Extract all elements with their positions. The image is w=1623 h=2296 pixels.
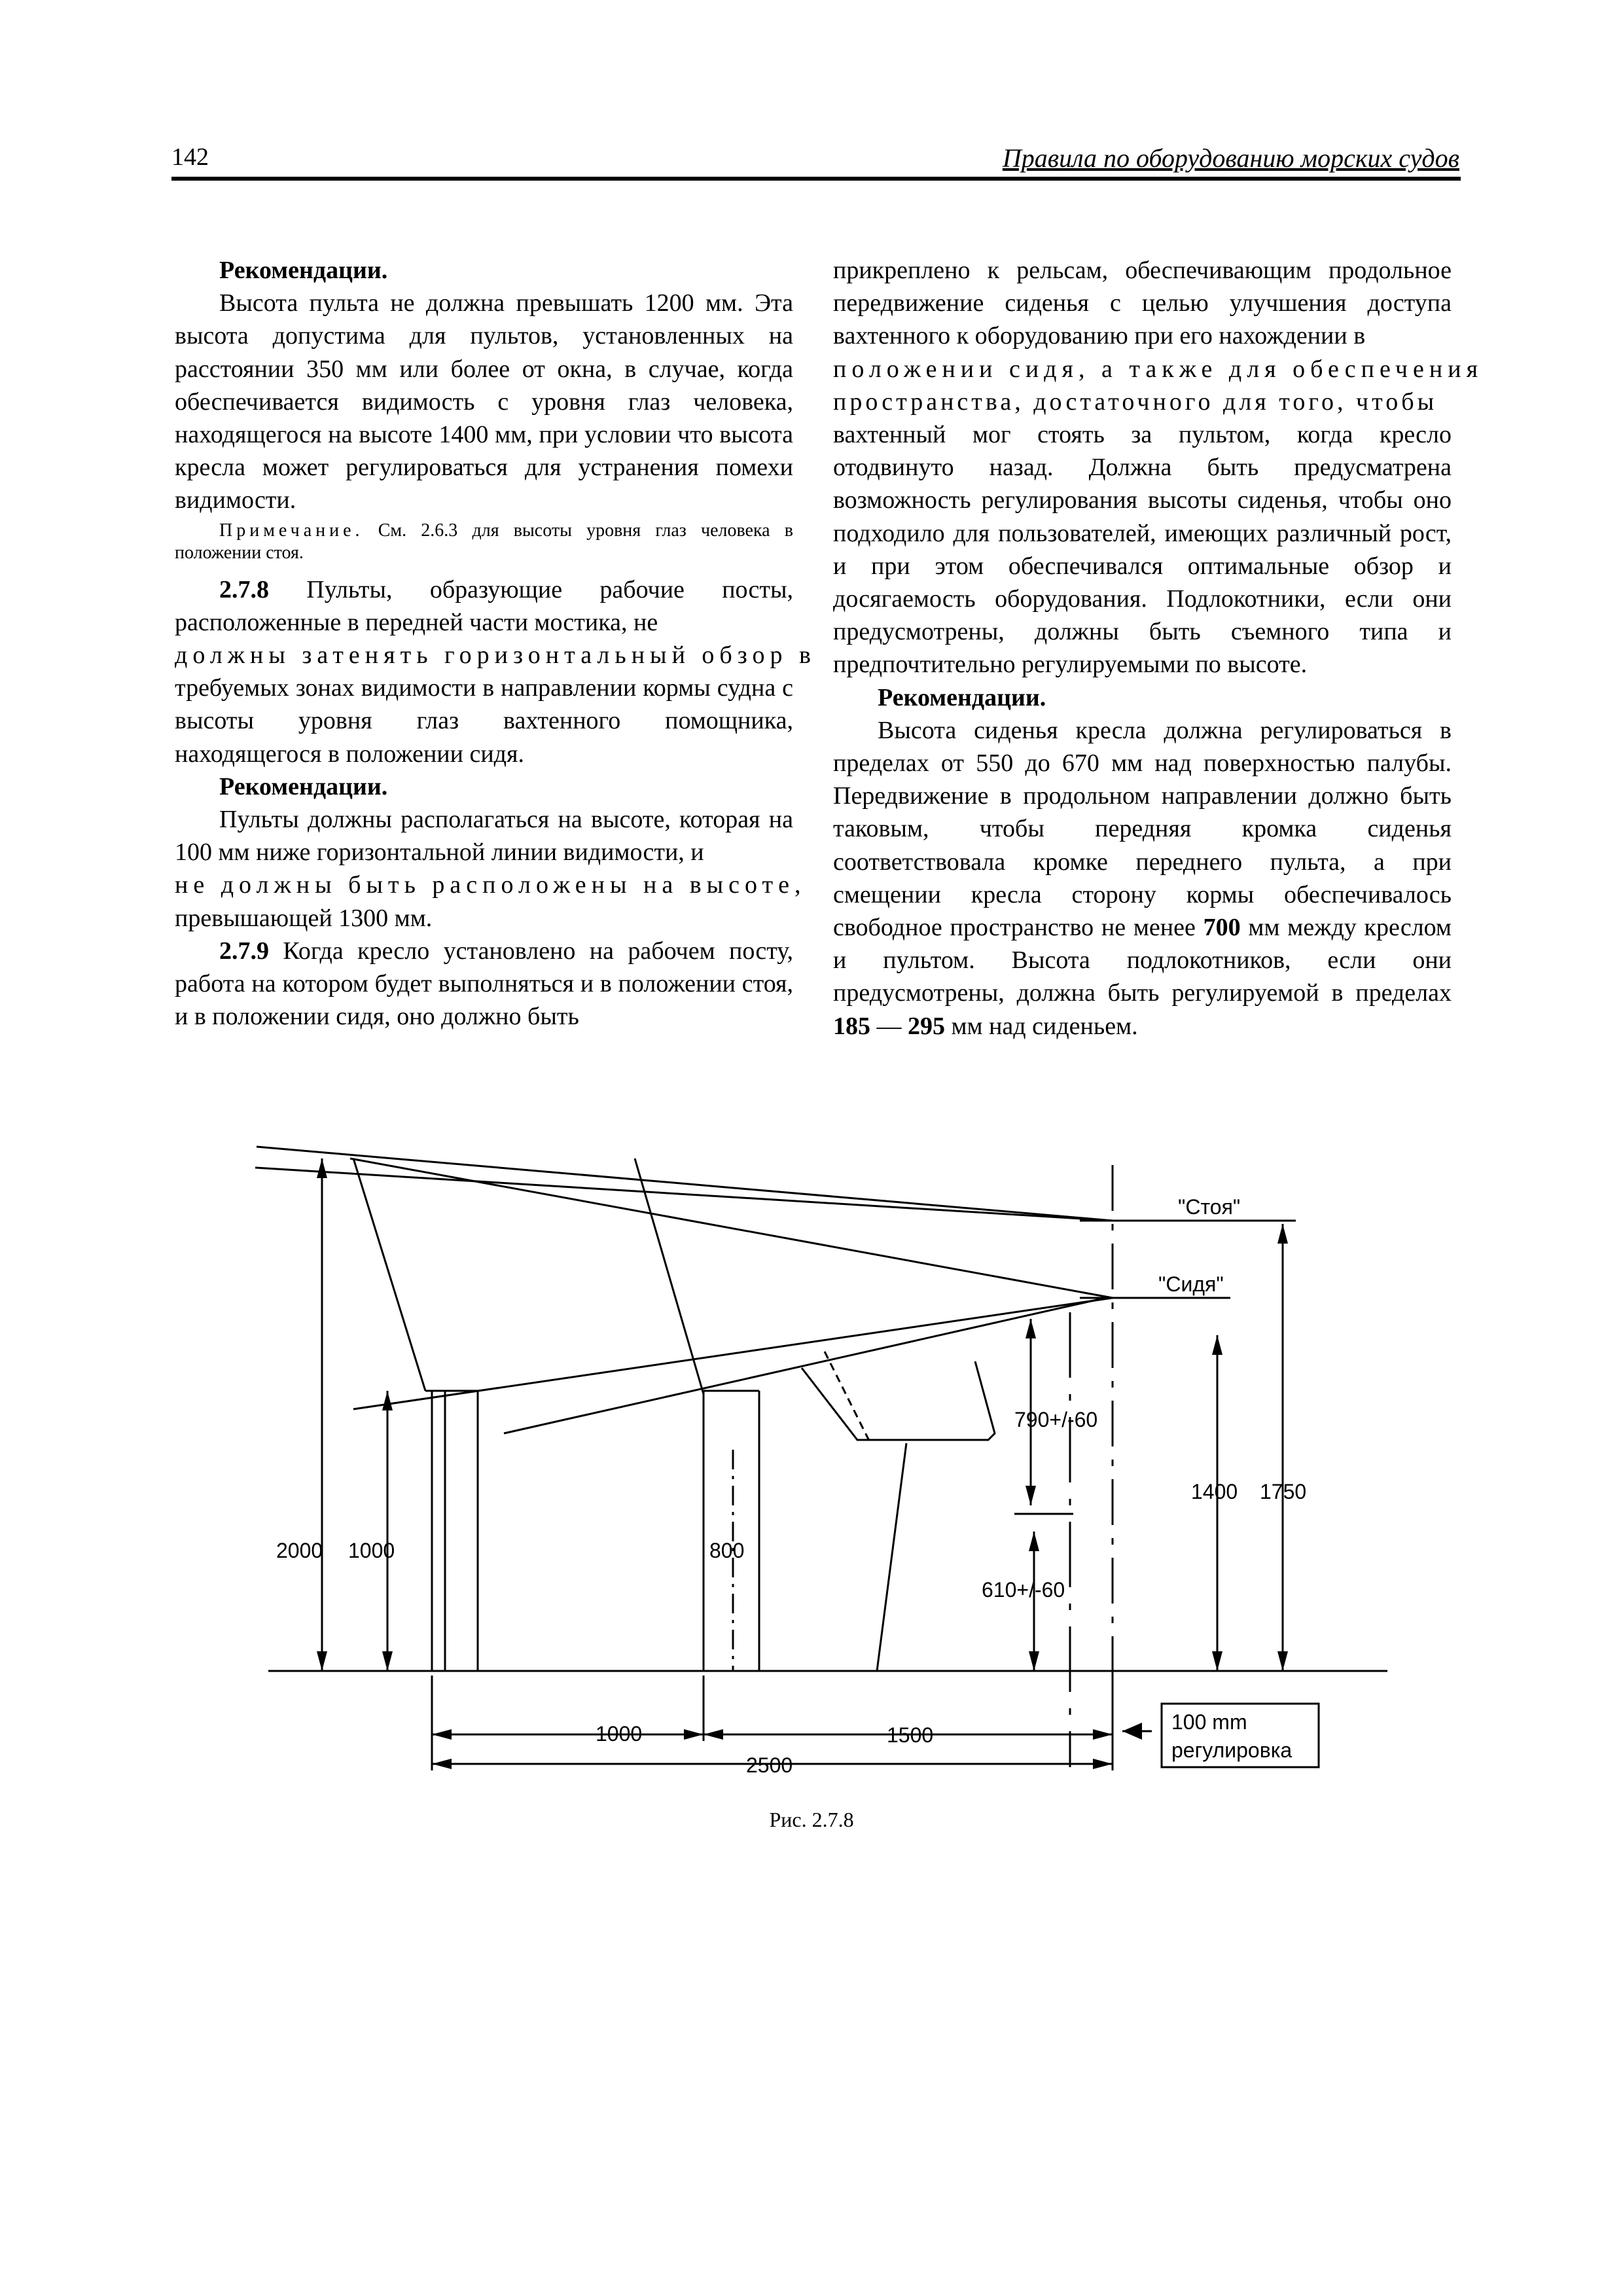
paragraph-text: мм над сиденьем. — [945, 1012, 1138, 1040]
paragraph-text: Высота сиденья кресла должна регулироваться в пределах от 550 до 670 мм над поверхностью палубы. Передвижение в продольном направлении должно быть таковым, чтобы передняя кромка сиденья соответствовала кромке переднего пульта, а при смещении кресла сторону кормы обеспечивалось свободное пространство не менее — [833, 716, 1452, 942]
dim-800: 800 — [709, 1539, 745, 1562]
note-label: Примечание. — [219, 520, 364, 541]
paragraph-text: мм между креслом и пультом. Высота подлокотников, если они предусмотрены, должна быть регулируемой в пределах — [833, 914, 1452, 1007]
dim-610: 610+/-60 — [982, 1578, 1065, 1602]
adjustment-value: 100 mm — [1171, 1710, 1247, 1734]
label-standing: "Стоя" — [1178, 1195, 1241, 1219]
paragraph-2-7-8 — [175, 573, 793, 639]
note-text: См. 2.6.3 для высоты уровня глаз человека в положении стоя. — [175, 520, 793, 563]
recommendations-heading: Рекомендации. — [878, 683, 1046, 711]
bold-value: 295 — [908, 1012, 945, 1040]
bold-value: 700 — [1203, 914, 1241, 942]
dim-790: 790+/-60 — [1014, 1408, 1098, 1431]
paragraph-text: превышающей 1300 мм. — [175, 904, 433, 932]
paragraph-line: не должны быть расположены на высоте, — [175, 871, 806, 899]
paragraph-2-7-9 — [175, 935, 793, 1033]
dash: — — [870, 1012, 908, 1040]
bold-value: 185 — [833, 1012, 870, 1040]
dim-2000: 2000 — [276, 1539, 323, 1562]
dim-2500: 2500 — [746, 1753, 793, 1774]
paragraph-text: требуемых зонах видимости в направлении кормы судна с высоты уровня глаз вахтенного помощника, находящегося в положении сидя. — [175, 674, 793, 768]
running-title: Правила по оборудованию морских судов — [1002, 143, 1459, 173]
bridge-console-diagram — [249, 1086, 1400, 1774]
paragraph: Высота пульта не должна превышать 1200 мм. Эта высота допустима для пультов, установленных на расстоянии 350 мм или более от окна, в случае, когда обеспечивается видимость с уровня глаз человека, находящегося на высоте 1400 мм, при условии что высота кресла может регулироваться для устранения помехи видимости. — [175, 289, 793, 514]
page-number: 142 — [171, 143, 209, 171]
recommendations-heading: Рекомендации. — [219, 772, 388, 800]
figure-caption: Рис. 2.7.8 — [769, 1808, 854, 1831]
paragraph-line: пространства, достаточного для того, чтобы — [833, 387, 1438, 416]
paragraph-text: вахтенный мог стоять за пультом, когда кресло отодвинуто назад. Должна быть предусматрена возможность регулирования высоты сиденья, чтобы оно подходило для пользователей, имеющих различный рост, и при этом обеспечивался оптимальные обзор и досягаемость оборудования. Подлокотники, если они предусмотрены, должны быть съемного типа и предпочтительно регулируемыми по высоте. — [833, 421, 1452, 679]
dim-1000: 1000 — [596, 1722, 643, 1746]
paragraph — [833, 714, 1452, 1043]
paragraph-text: Пульты, образующие рабочие посты, расположенные в передней части мостика, не — [175, 575, 793, 636]
recommendations-heading: Рекомендации. — [219, 257, 388, 284]
header-rule — [171, 177, 1461, 181]
dim-1000-height: 1000 — [348, 1539, 395, 1562]
paragraph-text: Когда кресло установлено на рабочем посту, работа на котором будет выполняться и в положении стоя, и в положении сидя, оно должно быть — [175, 937, 793, 1031]
dim-1500: 1500 — [887, 1723, 934, 1747]
paragraph-text: прикреплено к рельсам, обеспечивающим продольное передвижение сиденья с целью улучшения доступа вахтенного к оборудованию при его нахождении в — [833, 257, 1452, 350]
left-column — [175, 254, 816, 1033]
dim-1750: 1750 — [1260, 1480, 1307, 1503]
section-number: 2.7.9 — [219, 937, 269, 965]
right-column — [833, 254, 1484, 1043]
label-sitting: "Сидя" — [1158, 1272, 1224, 1296]
note — [175, 520, 793, 564]
section-number: 2.7.8 — [219, 575, 269, 603]
paragraph: Пульты должны располагаться на высоте, которая на 100 мм ниже горизонтальной линии видимости, и — [175, 806, 793, 867]
paragraph-line: положении сидя, а также для обеспечения — [833, 355, 1484, 383]
dim-1400: 1400 — [1191, 1480, 1238, 1503]
adjustment-label: регулировка — [1171, 1738, 1293, 1762]
paragraph-line: должны затенять горизонтальный обзор в — [175, 641, 816, 670]
